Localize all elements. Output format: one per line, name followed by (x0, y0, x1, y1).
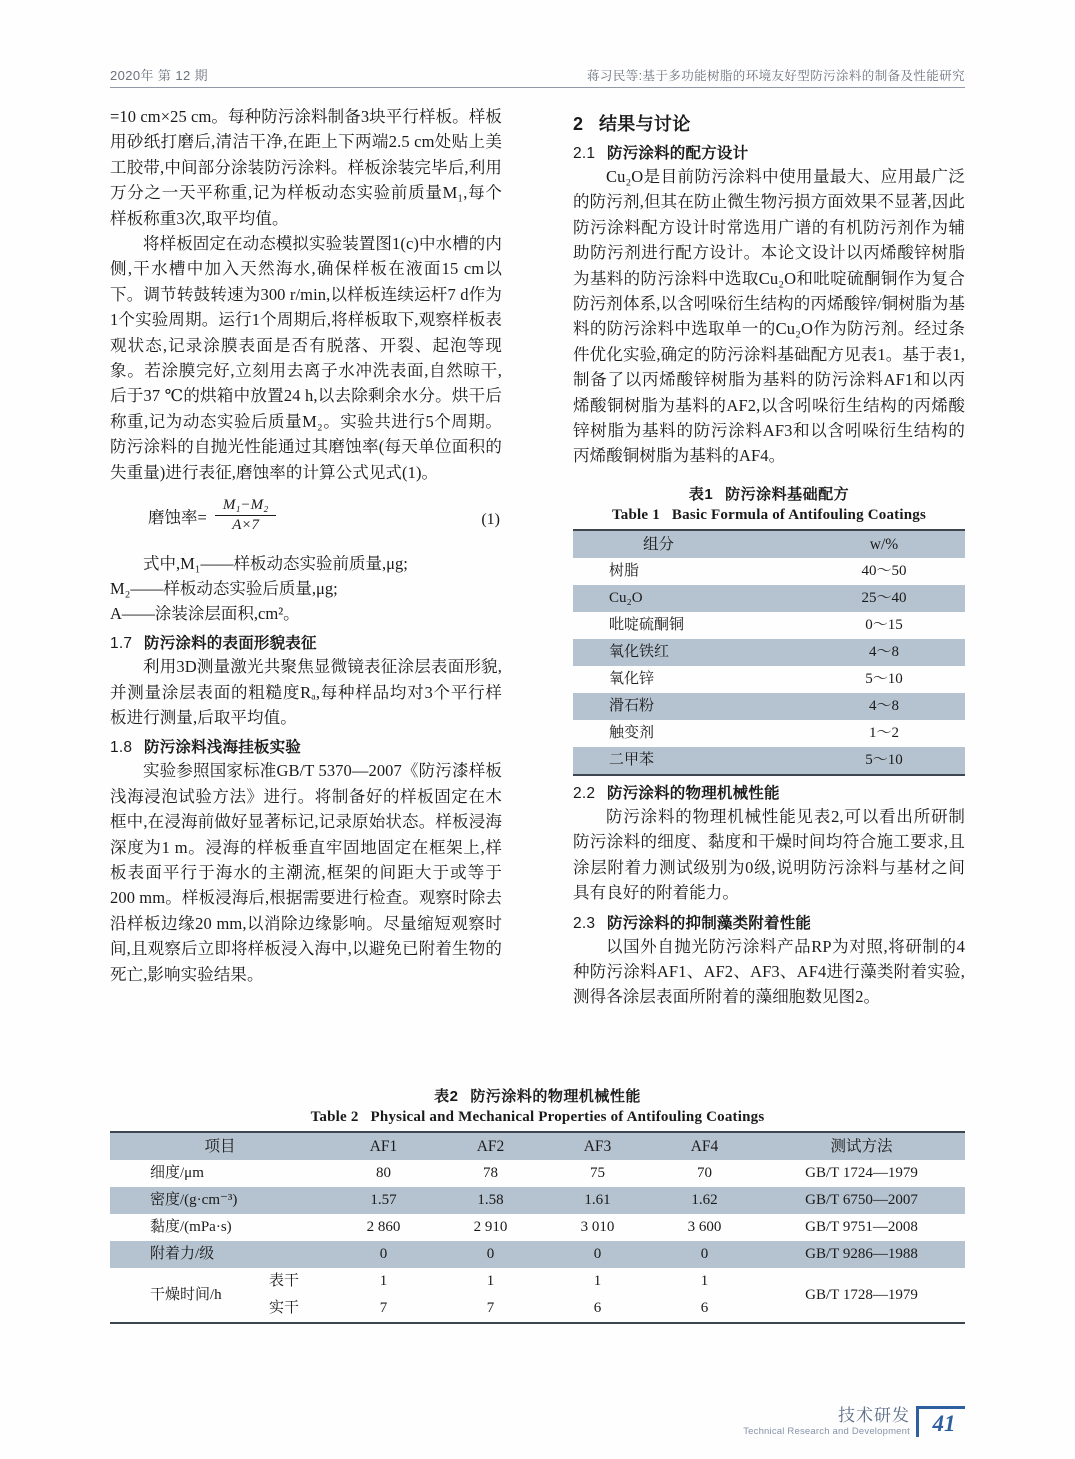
paragraph-2-3: 以国外自抛光防污涂料产品RP为对照,将研制的4种防污涂料AF1、AF2、AF3、AF4进行藻类附着实验,测得各涂层表面所附着的藻细胞数见图2。 (573, 936, 965, 1007)
definition-line-1 (110, 551, 502, 576)
table1-component: 树脂 (609, 562, 640, 579)
table1-caption-cn (573, 483, 965, 504)
table2-item: 细度/μm (150, 1165, 204, 1181)
table2-af4: 6 (700, 1300, 709, 1316)
table1-value: 4～8 (803, 639, 965, 666)
definition-m1: M₁——样板动态实验前质量,μg; (180, 554, 408, 574)
article-title-header: 蒋习民等:基于多功能树脂的环境友好型防污涂料的制备及性能研究 (587, 69, 965, 83)
table2-item: 黏度/(mPa·s) (150, 1219, 232, 1235)
section-number-2-2: 2.2 (573, 784, 596, 802)
table-row (573, 558, 965, 585)
paragraph-1-7: 利用3D测量激光共聚焦显微镜表征涂层表面形貌,并测量涂层表面的粗糙度Rₐ,每种样品均对3个平行样板进行测量,后取平均值。 (110, 657, 502, 727)
table1-component: 滑石粉 (573, 693, 803, 720)
table1-component: 氧化锌 (609, 670, 655, 687)
table-row (110, 1214, 965, 1241)
section-number-2: 2 (573, 114, 584, 134)
table2-af1: 0 (330, 1241, 437, 1268)
table1-value: 5～10 (865, 670, 903, 687)
table1-label-en: Table 1 (611, 506, 660, 523)
table1-component: 氧化铁红 (573, 639, 803, 666)
table-row (573, 666, 965, 693)
page-footer (743, 1406, 965, 1437)
table2-col-af3: AF3 (544, 1132, 651, 1160)
table2-col-af1: AF1 (330, 1132, 437, 1160)
table2-af4: 0 (651, 1241, 758, 1268)
paragraph-1-8: 实验参照国家标准GB/T 5370—2007《防污漆样板浅海浸泡试验方法》进行。将制备好的样板固定在木框中,在浸海前做好显著标记,记录原始状态。样板浸海深度为1 m。浸海的样板垂直牢固地固定在框架上,样板表面平行于海水的主潮流,框架的间距大于或等于200 mm。样板浸海后,根据需要进行检查。观察时除去沿样板边缘20 mm,以消除边缘影响。尽量缩短观察时间,且观察后立即将样板浸入海中,以避免已附着生物的死亡,影响实验结果。 (110, 761, 502, 984)
page-number: 41 (932, 1411, 956, 1436)
table-physical-mechanical-properties (110, 1131, 965, 1324)
table1-value: 5～10 (803, 747, 965, 775)
table2-af1: 1.57 (330, 1187, 437, 1214)
table-row (573, 720, 965, 747)
section-title-1-7: 防污涂料的表面形貌表征 (144, 635, 317, 653)
section-heading-2-1 (573, 141, 965, 163)
table-row (573, 693, 965, 720)
table2-col-af2: AF2 (437, 1132, 544, 1160)
table1-caption (573, 483, 965, 524)
footer-section-en: Technical Research and Development (743, 1426, 910, 1438)
table2-af3: 3 010 (580, 1219, 615, 1235)
table1-component: 二甲苯 (573, 747, 803, 775)
table2-caption-en (110, 1109, 965, 1126)
equation-1 (110, 493, 502, 547)
issue-info: 2020年 第 12 期 (110, 68, 209, 83)
section-heading-2-3 (573, 911, 965, 933)
table-row (573, 612, 965, 639)
table1-header-row (573, 530, 965, 558)
footer-section-cn: 技术研发 (838, 1406, 910, 1426)
table1-component: Cu₂O (573, 585, 803, 612)
table2-item: 附着力/级 (110, 1241, 330, 1268)
table2-title-en: Physical and Mechanical Properties of Antifouling Coatings (370, 1109, 765, 1125)
table2-method: GB/T 9286—1988 (758, 1241, 965, 1268)
section-heading-2 (573, 110, 965, 136)
table-basic-formula (573, 529, 965, 776)
paragraph-2-2: 防污涂料的物理机械性能见表2,可以看出所研制防污涂料的细度、黏度和干燥时间均符合施工要求,且涂层附着力测试级别为0级,说明防污涂料与基材之间具有良好的附着能力。 (573, 806, 965, 903)
table2-af2: 7 (486, 1300, 495, 1316)
section-title-2-2: 防污涂料的物理机械性能 (607, 784, 780, 802)
section-heading-1-8 (110, 735, 502, 757)
table2-label-en: Table 2 (310, 1109, 359, 1125)
equation-denominator: A×7 (232, 517, 259, 534)
section-title-2-1: 防污涂料的配方设计 (607, 145, 749, 162)
section-number-1-8: 1.8 (110, 739, 133, 757)
table2-head (110, 1132, 965, 1160)
table1-value: 1～2 (868, 724, 899, 741)
table2-af1: 1 (379, 1273, 388, 1289)
table2-header-row (110, 1132, 965, 1160)
table-row (110, 1241, 965, 1268)
right-column (573, 104, 965, 1010)
table1-col-weight: w/% (803, 530, 965, 558)
table2-af2: 2 910 (473, 1219, 508, 1235)
left-column (110, 104, 502, 987)
running-head (110, 58, 965, 88)
equation-lhs: 磨蚀率= (148, 507, 207, 527)
table2-af3: 1 (593, 1273, 602, 1289)
table1-value: 40～50 (861, 562, 907, 579)
table2-item: 密度/(g·cm⁻³) (110, 1187, 330, 1214)
section-title-2: 结果与讨论 (599, 114, 691, 134)
equation-fraction (215, 497, 277, 534)
table2-method: GB/T 6750—2007 (758, 1187, 965, 1214)
table2-caption-cn (110, 1085, 965, 1106)
table2-af3: 75 (590, 1165, 605, 1181)
table2-af1: 2 860 (366, 1219, 401, 1235)
table-row (573, 639, 965, 666)
table2-block (110, 1085, 965, 1324)
table1-label-cn: 表1 (688, 485, 714, 503)
table2-af2: 0 (437, 1241, 544, 1268)
table2-af2: 78 (483, 1165, 498, 1181)
table2-method: GB/T 9751—2008 (805, 1219, 918, 1235)
table2-af1: 7 (379, 1300, 388, 1316)
table1-component: 吡啶硫酮铜 (609, 616, 685, 633)
table1-component: 触变剂 (609, 724, 655, 741)
table1-value: 4～8 (803, 693, 965, 720)
table2-title-cn: 防污涂料的物理机械性能 (470, 1088, 641, 1105)
paragraph-2-1: Cu₂O是目前防污涂料中使用量最大、应用最广泛的防污剂,但其在防止微生物污损方面效果不显著,因此防污涂料配方设计时常选用广谱的有机防污剂作为辅助防污剂进行配方设计。本论文设计以丙烯酸锌树脂为基料的防污涂料中选取Cu₂O和吡啶硫酮铜作为复合防污剂体系,以含吲哚衍生结构的丙烯酸锌/铜树脂为基料的防污涂料中选取单一的Cu₂O作为防污剂。经过条件优化实验,确定的防污涂料基础配方见表1。基于表1,制备了以丙烯酸锌树脂为基料的防污涂料AF1和以丙烯酸铜树脂为基料的AF2,以含吲哚衍生结构的丙烯酸锌树脂为基料的防污涂料AF3和以含吲哚衍生结构的丙烯酸铜树脂为基料的AF4。 (573, 167, 965, 466)
section-number-2-3: 2.3 (573, 914, 596, 932)
table1-title-cn: 防污涂料基础配方 (725, 485, 850, 503)
table2-af4: 1 (700, 1273, 709, 1289)
table1-title-en: Basic Formula of Antifouling Coatings (671, 506, 927, 523)
table2-subitem-surface-dry: 表干 (268, 1273, 299, 1289)
table2-col-af4: AF4 (651, 1132, 758, 1160)
table2-item-drying: 干燥时间/h (150, 1286, 222, 1303)
paragraph-dynamic-test: 将样板固定在动态模拟实验装置图1(c)中水槽的内侧,干水槽中加入天然海水,确保样板在液面15 cm以下。调节转鼓转速为300 r/min,以样板连续运杆7 d作为1个实验周期。运行1个周期后,将样板取下,观察样板表观状态,记录涂膜表面是否有脱落、开裂、起泡等现象。若涂膜完好,立刻用去离子水冲洗表面,自然晾干,后于37 ℃的烘箱中放置24 h,以去除剩余水分。烘干后称重,记为动态实验后质量M₂。实验共进行5个周期。防污涂料的自抛光性能通过其磨蚀率(每天单位面积的失重量)进行表征,磨蚀率的计算公式见式(1)。 (110, 234, 502, 482)
table1-value: 25～40 (803, 585, 965, 612)
table1-body (573, 558, 965, 775)
definition-m2: M₂——样板动态实验后质量,μg; (110, 579, 338, 599)
section-heading-2-2 (573, 781, 965, 803)
table2-col-method: 测试方法 (758, 1132, 965, 1160)
section-number-2-1: 2.1 (573, 145, 596, 162)
table2-af4: 3 600 (687, 1219, 722, 1235)
table1-value: 0～15 (865, 616, 903, 633)
equation-number: (1) (481, 511, 500, 529)
table-row-drying-surface (110, 1268, 965, 1295)
equation-numerator: M₁−M₂ (215, 497, 277, 516)
table1-head (573, 530, 965, 558)
table2-body (110, 1160, 965, 1323)
table-row (573, 585, 965, 612)
table2-af2: 1.58 (437, 1187, 544, 1214)
table2-af3: 1.61 (544, 1187, 651, 1214)
definition-a: A——涂装涂层面积,cm²。 (110, 604, 300, 624)
section-number-1-7: 1.7 (110, 635, 133, 653)
paragraph-continued: =10 cm×25 cm。每种防污涂料制备3块平行样板。样板用砂纸打磨后,清洁干净,在距上下两端2.5 cm处贴上美工胶带,中间部分涂装防污涂料。样板涂装完毕后,利用万分之一天平称重,记为样板动态实验前质量M₁,每个样板称重3次,取平均值。 (110, 107, 502, 228)
table2-label-cn: 表2 (434, 1088, 459, 1105)
table2-subitem-hard-dry: 实干 (268, 1300, 299, 1316)
equation-definitions (110, 551, 502, 626)
table1-col-component: 组分 (573, 530, 803, 558)
table2-method: GB/T 1724—1979 (805, 1165, 918, 1181)
table2-af3: 6 (593, 1300, 602, 1316)
table-row (110, 1160, 965, 1187)
table2-method-drying: GB/T 1728—1979 (805, 1286, 918, 1303)
table1-caption-en (573, 507, 965, 524)
page-number-badge (916, 1406, 965, 1437)
table2-af3: 0 (544, 1241, 651, 1268)
table-row (573, 747, 965, 775)
footer-section-name (743, 1407, 910, 1437)
equation-body (148, 497, 276, 534)
table2-af4: 70 (697, 1165, 712, 1181)
table2-col-item: 项目 (110, 1132, 330, 1160)
table2-caption (110, 1085, 965, 1126)
table2-af2: 1 (486, 1273, 495, 1289)
table2-af4: 1.62 (651, 1187, 758, 1214)
section-heading-1-7 (110, 631, 502, 653)
where-prefix: 式中, (143, 554, 181, 574)
section-title-2-3: 防污涂料的抑制藻类附着性能 (607, 914, 812, 932)
table-row (110, 1187, 965, 1214)
section-title-1-8: 防污涂料浅海挂板实验 (144, 739, 302, 757)
table2-af1: 80 (376, 1165, 391, 1181)
